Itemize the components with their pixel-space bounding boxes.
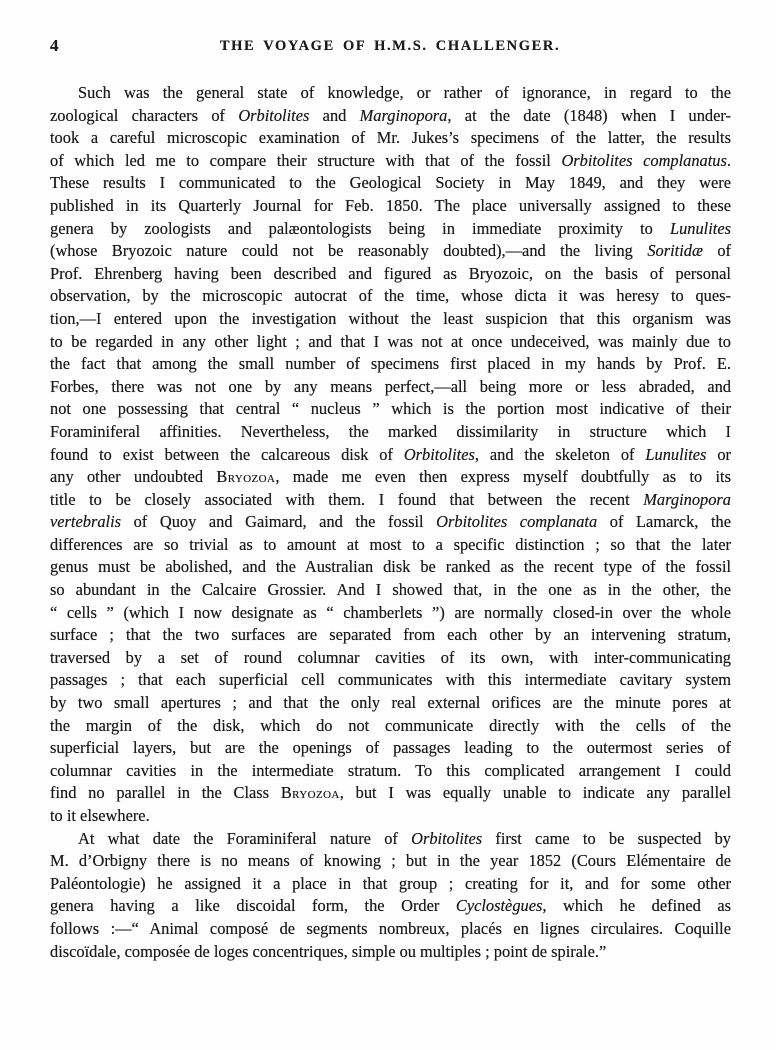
text-line: surface ; that the two surfaces are separated from each other by an intervening stratum, xyxy=(50,625,731,645)
text-line: These results I communicated to the Geological Society in May 1849, and they were xyxy=(50,173,731,193)
text-line: genera by zoologists and palæontologists being in immediate proximity to Lunulites xyxy=(50,218,731,238)
text-line: At what date the Foraminiferal nature of Orbitolites first came to be suspected by xyxy=(78,828,731,848)
text-line: Paléontologie) he assigned it a place in that group ; creating for it, and for some other xyxy=(50,873,731,893)
paragraph xyxy=(50,82,731,828)
page-number: 4 xyxy=(50,36,59,55)
text-block xyxy=(50,82,731,963)
text-line: genus must be abolished, and the Australian disk be ranked as the recent type of the fossil xyxy=(50,557,731,577)
text-line: tion,—I entered upon the investigation without the least suspicion that this organism was xyxy=(50,308,731,328)
text-line: so abundant in the Calcaire Grossier. And I showed that, in the one as in the other, the xyxy=(50,580,731,600)
text-line: M. d’Orbigny there is no means of knowing ; but in the year 1852 (Cours Elémentaire de xyxy=(50,851,731,871)
text-line: the fact that among the small number of specimens first placed in my hands by Prof. E. xyxy=(50,354,731,374)
text-line: the margin of the disk, which do not communicate directly with the cells of the xyxy=(50,715,731,735)
text-line: Forbes, there was not one by any means perfect,—all being more or less abraded, and xyxy=(50,376,731,396)
text-line: vertebralis of Quoy and Gaimard, and the fossil Orbitolites complanata of Lamarck, the xyxy=(50,512,731,532)
text-line: by two small apertures ; and that the only real external orifices are the minute pores at xyxy=(50,693,731,713)
running-head-title: THE VOYAGE OF H.M.S. CHALLENGER. xyxy=(219,38,561,54)
text-line: genera having a like discoidal form, the Order Cyclostègues, which he defined as xyxy=(50,896,731,916)
text-line: title to be closely associated with them. I found that between the recent Marginopora xyxy=(50,489,731,509)
text-line: Prof. Ehrenberg having been described and figured as Bryozoic, on the basis of personal xyxy=(50,263,731,283)
text-line: published in its Quarterly Journal for Feb. 1850. The place universally assigned to these xyxy=(50,195,731,215)
text-line: traversed by a set of round columnar cavities of its own, with inter-communicating xyxy=(50,647,731,667)
text-line: Such was the general state of knowledge, or rather of ignorance, in regard to the xyxy=(78,83,731,102)
text-line: differences are so trivial as to amount at most to a specific distinction ; so that the later xyxy=(50,534,731,554)
paragraph xyxy=(50,828,731,964)
text-line: Foraminiferal affinities. Nevertheless, the marked dissimilarity in structure which I xyxy=(50,421,731,441)
text-line: follows :—“ Animal composé de segments nombreux, placés en lignes circulaires. Coquille xyxy=(50,918,731,938)
text-line: columnar cavities in the intermediate stratum. To this complicated arrangement I could xyxy=(50,760,731,780)
text-line: to be regarded in any other light ; and that I was not at once undeceived, was mainly due to xyxy=(50,331,731,351)
text-line: of which led me to compare their structure with that of the fossil Orbitolites complanatus. xyxy=(50,150,731,170)
text-line: superficial layers, but are the openings of passages leading to the outermost series of xyxy=(50,738,731,758)
text-line: observation, by the microscopic autocrat of the time, whose dicta it was heresy to ques- xyxy=(50,286,731,306)
text-line: any other undoubted Bryozoa, made me even then express myself doubtfully as to its xyxy=(50,467,731,487)
text-line: (whose Bryozoic nature could not be reasonably doubted),—and the living Soritidæ of xyxy=(50,241,731,261)
text-line: not one possessing that central “ nucleus ” which is the portion most indicative of their xyxy=(50,399,731,419)
text-line: took a careful microscopic examination of Mr. Jukes’s specimens of the latter, the results xyxy=(50,128,731,148)
text-line: discoïdale, composée de loges concentriques, simple ou multiples ; point de spirale.” xyxy=(50,941,607,961)
text-line: to it elsewhere. xyxy=(50,806,150,825)
text-line: passages ; that each superficial cell communicates with this intermediate cavitary system xyxy=(50,670,731,690)
text-line: zoological characters of Orbitolites and Marginopora, at the date (1848) when I under- xyxy=(50,105,731,125)
page-header xyxy=(50,36,730,58)
text-line: found to exist between the calcareous disk of Orbitolites, and the skeleton of Lunulites or xyxy=(50,444,731,464)
text-line: find no parallel in the Class Bryozoa, but I was equally unable to indicate any parallel xyxy=(50,783,731,803)
text-line: “ cells ” (which I now designate as “ chamberlets ”) are normally closed-in over the whole xyxy=(50,602,731,622)
